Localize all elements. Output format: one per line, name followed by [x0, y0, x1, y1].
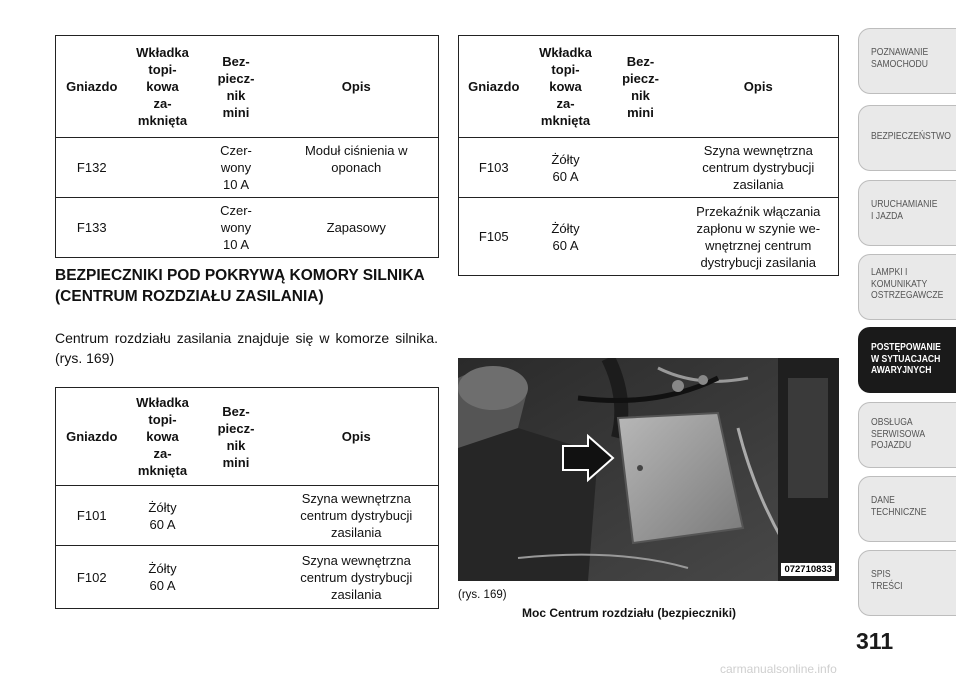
cell-mini — [603, 198, 679, 276]
nav-tab-warning-lights[interactable] — [858, 254, 956, 320]
header-description: Opis — [275, 388, 439, 486]
table-row — [56, 138, 439, 198]
engine-bay-photo — [458, 358, 839, 581]
cell-slot: F103 — [459, 138, 529, 198]
section-body: Centrum rozdziału zasilania znajduje się w komorze silnika. (rys. 169) — [55, 330, 438, 366]
cell-mini — [603, 138, 679, 198]
nav-tab-label: URUCHAMIANIE I JAZDA — [871, 198, 938, 222]
cell-slot: F132 — [56, 138, 128, 198]
cell-cartridge: Żółty 60 A — [529, 138, 603, 198]
fuse-table-3 — [458, 35, 839, 276]
cell-slot: F133 — [56, 198, 128, 258]
cell-mini — [198, 486, 275, 546]
header-mini: Bez- piecz- nik mini — [198, 36, 275, 138]
header-cartridge: Wkładka topi- kowa za- mknięta — [529, 36, 603, 138]
table-row — [56, 198, 439, 258]
cell-mini: Czer- wony 10 A — [198, 138, 275, 198]
header-mini: Bez- piecz- nik mini — [603, 36, 679, 138]
header-slot: Gniazdo — [56, 388, 128, 486]
cell-description: Zapasowy — [275, 198, 439, 258]
header-mini: Bez- piecz- nik mini — [198, 388, 275, 486]
header-slot: Gniazdo — [459, 36, 529, 138]
cell-description: Moduł ciśnienia w oponach — [275, 138, 439, 198]
cell-slot: F105 — [459, 198, 529, 276]
nav-tab-label: DANE TECHNICZNE — [871, 494, 927, 518]
cell-cartridge: Żółty 60 A — [128, 546, 198, 609]
nav-tab-maintenance[interactable] — [858, 402, 956, 468]
page-number: 311 — [856, 628, 894, 654]
table-row — [56, 546, 439, 609]
cell-description: Przekaźnik włączania zapłonu w szynie we- wnętrznej centrum dystrybucji zasilania — [679, 198, 839, 276]
figure-code: 072710833 — [781, 563, 835, 576]
engine-bay-illustration — [458, 358, 839, 581]
nav-tab-safety[interactable] — [858, 105, 956, 171]
cell-cartridge: Żółty 60 A — [529, 198, 603, 276]
header-description: Opis — [275, 36, 439, 138]
nav-tab-emergency[interactable] — [858, 327, 956, 393]
header-description: Opis — [679, 36, 839, 138]
nav-tab-label: POZNAWANIE SAMOCHODU — [871, 46, 929, 70]
nav-tab-technical-data[interactable] — [858, 476, 956, 542]
nav-tab-label: OBSŁUGA SERWISOWA POJAZDU — [871, 416, 926, 451]
fuse-table-1 — [55, 35, 439, 258]
cell-slot: F102 — [56, 546, 128, 609]
figure-caption: Moc Centrum rozdziału (bezpieczniki) — [522, 606, 737, 620]
table-row — [459, 138, 839, 198]
cell-slot: F101 — [56, 486, 128, 546]
nav-tab-getting-to-know[interactable] — [858, 28, 956, 94]
cell-description: Szyna wewnętrzna centrum dystrybucji zasilania — [275, 486, 439, 546]
cell-description: Szyna wewnętrzna centrum dystrybucji zasilania — [275, 546, 439, 609]
header-slot: Gniazdo — [56, 36, 128, 138]
nav-tab-label: BEZPIECZEŃSTWO — [871, 130, 951, 142]
header-cartridge: Wkładka topi- kowa za- mknięta — [128, 36, 198, 138]
cell-description: Szyna wewnętrzna centrum dystrybucji zasilania — [679, 138, 839, 198]
table-row — [459, 198, 839, 276]
cell-cartridge — [128, 198, 198, 258]
cell-cartridge: Żółty 60 A — [128, 486, 198, 546]
cell-mini — [198, 546, 275, 609]
section-heading: BEZPIECZNIKI POD POKRYWĄ KOMORY SILNIKA (CENTRUM ROZDZIAŁU ZASILANIA) — [55, 267, 425, 305]
nav-tab-label: POSTĘPOWANIE W SYTUACJACH AWARYJNYCH — [871, 341, 941, 376]
cell-mini: Czer- wony 10 A — [198, 198, 275, 258]
watermark: carmanualsonline.info — [720, 662, 837, 676]
fuse-table-2 — [55, 387, 439, 609]
nav-tab-label: SPIS TREŚCI — [871, 568, 903, 592]
nav-tab-contents[interactable] — [858, 550, 956, 616]
nav-tab-starting-driving[interactable] — [858, 180, 956, 246]
cell-cartridge — [128, 138, 198, 198]
table-row — [56, 486, 439, 546]
header-cartridge: Wkładka topi- kowa za- mknięta — [128, 388, 198, 486]
figure-reference: (rys. 169) — [458, 589, 507, 601]
nav-tab-label: LAMPKI I KOMUNIKATY OSTRZEGAWCZE — [871, 266, 944, 301]
